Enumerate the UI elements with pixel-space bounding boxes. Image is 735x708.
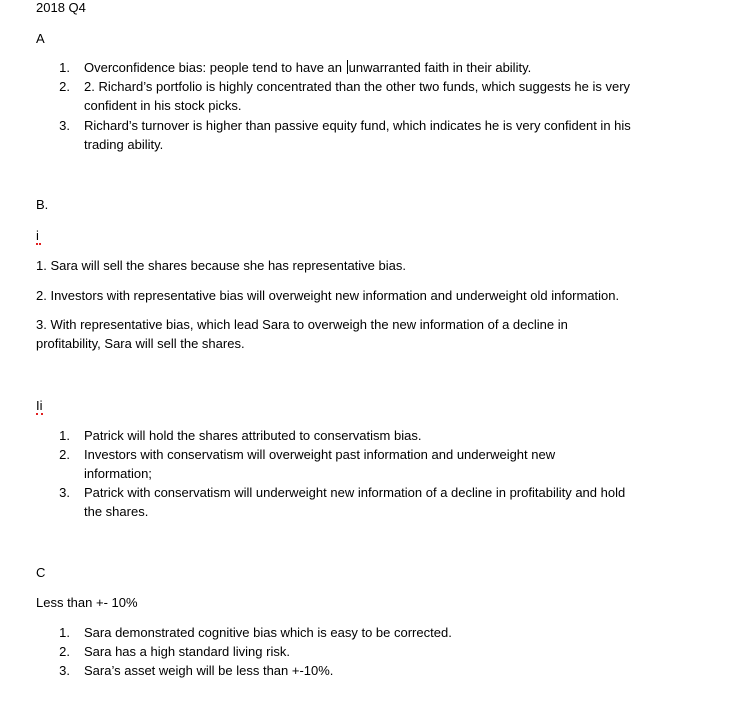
list-text-continuation: trading ability. [84, 137, 164, 152]
part-ii-label [36, 396, 43, 415]
list-text: Sara’s asset weigh will be less than +-10%. [84, 663, 334, 678]
list-text: Patrick will hold the shares attributed to conservatism bias. [84, 428, 422, 443]
document-title: 2018 Q4 [36, 0, 86, 15]
list-number: 2. [59, 447, 70, 462]
list-number: 1. [59, 625, 70, 640]
paragraph: 2. Investors with representative bias will overweight new information and underweight old information. [36, 288, 620, 303]
list-text: Richard’s turnover is higher than passive equity fund, which indicates he is very confident in his [84, 118, 631, 133]
spellcheck-underline: Ii [36, 398, 43, 413]
list-text: Patrick with conservatism will underweight new information of a decline in profitability and hold [84, 485, 626, 500]
section-a-heading: A [36, 31, 45, 46]
list-text: Investors with conservatism will overweight past information and underweight new [84, 447, 556, 462]
spellcheck-underline: i [36, 228, 39, 243]
paragraph: 3. With representative bias, which lead Sara to overweigh the new information of a decline in [36, 317, 568, 332]
list-text: 2. Richard’s portfolio is highly concentrated than the other two funds, which suggests he is very [84, 79, 631, 94]
list-text-continuation: confident in his stock picks. [84, 98, 242, 113]
list-text-continuation: the shares. [84, 504, 149, 519]
list-number: 2. [59, 79, 70, 94]
list-number: 3. [59, 485, 70, 500]
list-number: 1. [59, 428, 70, 443]
part-i-label [36, 226, 39, 245]
paragraph: 1. Sara will sell the shares because she has representative bias. [36, 258, 406, 273]
list-text: Sara has a high standard living risk. [84, 644, 290, 659]
text-cursor [347, 60, 348, 74]
paragraph-continuation: profitability, Sara will sell the shares. [36, 336, 245, 351]
list-text-continuation: information; [84, 466, 152, 481]
list-text: Overconfidence bias: people tend to have an [84, 60, 343, 75]
list-text: Sara demonstrated cognitive bias which is easy to be corrected. [84, 625, 452, 640]
list-number: 1. [59, 60, 70, 75]
section-c-heading: C [36, 565, 46, 580]
list-number: 2. [59, 644, 70, 659]
section-b-heading: B. [36, 197, 49, 212]
list-number: 3. [59, 118, 70, 133]
list-number: 3. [59, 663, 70, 678]
section-c-answer: Less than +- 10% [36, 595, 138, 610]
list-text: unwarranted faith in their ability. [348, 60, 532, 75]
